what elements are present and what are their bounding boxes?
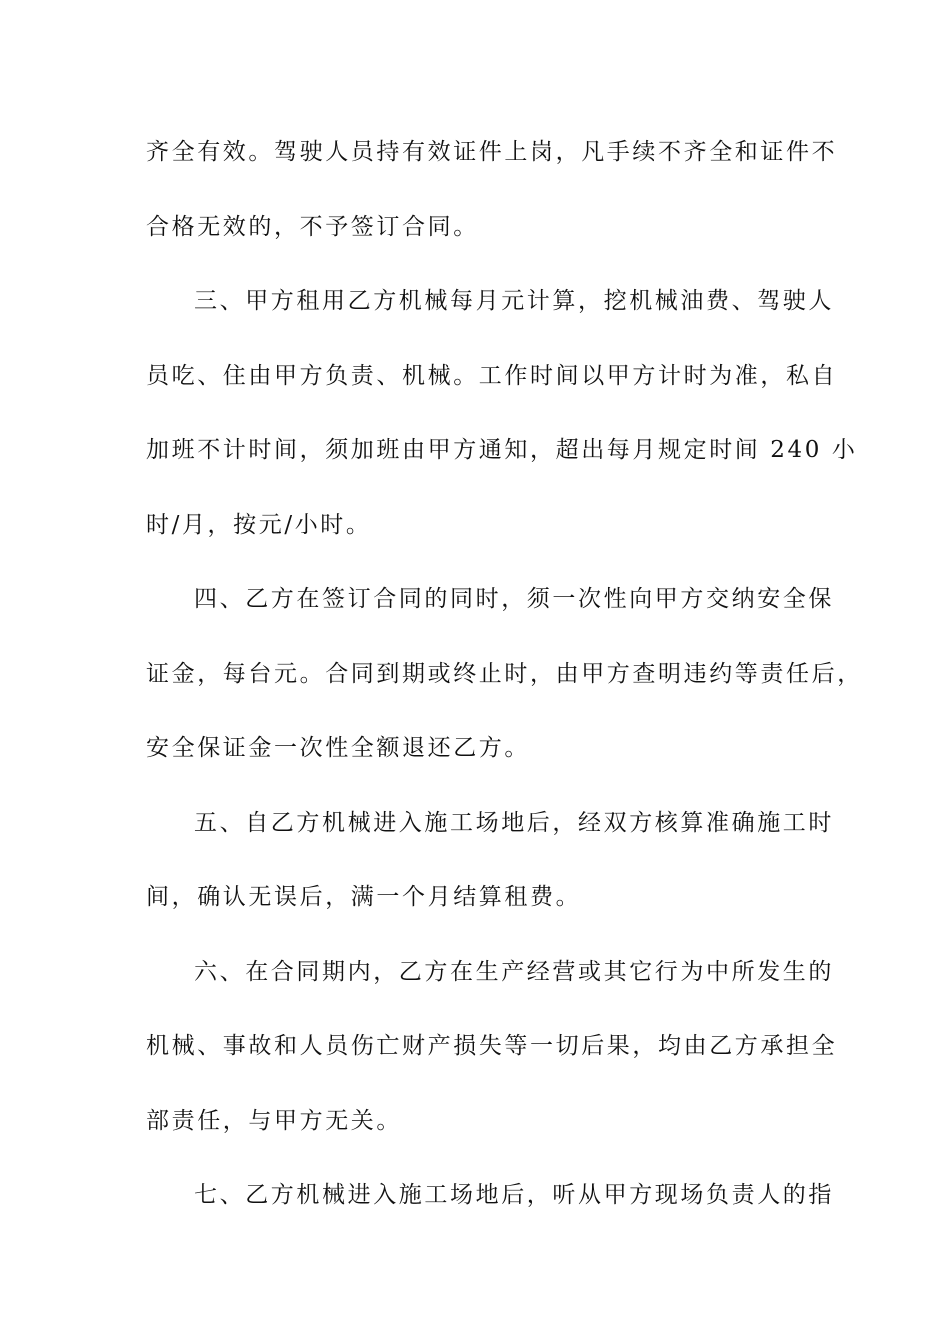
contract-text xyxy=(146,128,863,1246)
text-line: 三、甲方租用乙方机械每月元计算，挖机械油费、驾驶人 xyxy=(194,288,834,314)
text-line: 合格无效的，不予签订合同。 xyxy=(146,213,479,240)
text-line: 部责任，与甲方无关。 xyxy=(146,1107,402,1134)
text-line: 机械、事故和人员伤亡财产损失等一切后果，均由乙方承担全 xyxy=(146,1033,838,1059)
text-line: 间，确认无误后，满一个月结算租费。 xyxy=(146,884,582,910)
text-line: 五、自乙方机械进入施工场地后，经双方核算准确施工时 xyxy=(194,809,834,836)
text-line: 七、乙方机械进入施工场地后，听从甲方现场负责人的指 xyxy=(194,1182,834,1208)
text-line: 齐全有效。驾驶人员持有效证件上岗，凡手续不齐全和证件不 xyxy=(146,139,838,165)
text-line: 安全保证金一次性全额退还乙方。 xyxy=(146,735,530,761)
text-line: 证金，每台元。合同到期或终止时，由甲方查明违约等责任后， xyxy=(146,660,863,687)
text-line: 员吃、住由甲方负责、机械。工作时间以甲方计时为准，私自 xyxy=(146,362,838,389)
text-line: 加班不计时间，须加班由甲方通知，超出每月规定时间 240 小 xyxy=(146,437,858,463)
text-line: 六、在合同期内，乙方在生产经营或其它行为中所发生的 xyxy=(194,958,834,985)
text-line: 四、乙方在签订合同的同时，须一次性向甲方交纳安全保 xyxy=(194,586,834,612)
text-line: 时/月，按元/小时。 xyxy=(146,511,372,538)
